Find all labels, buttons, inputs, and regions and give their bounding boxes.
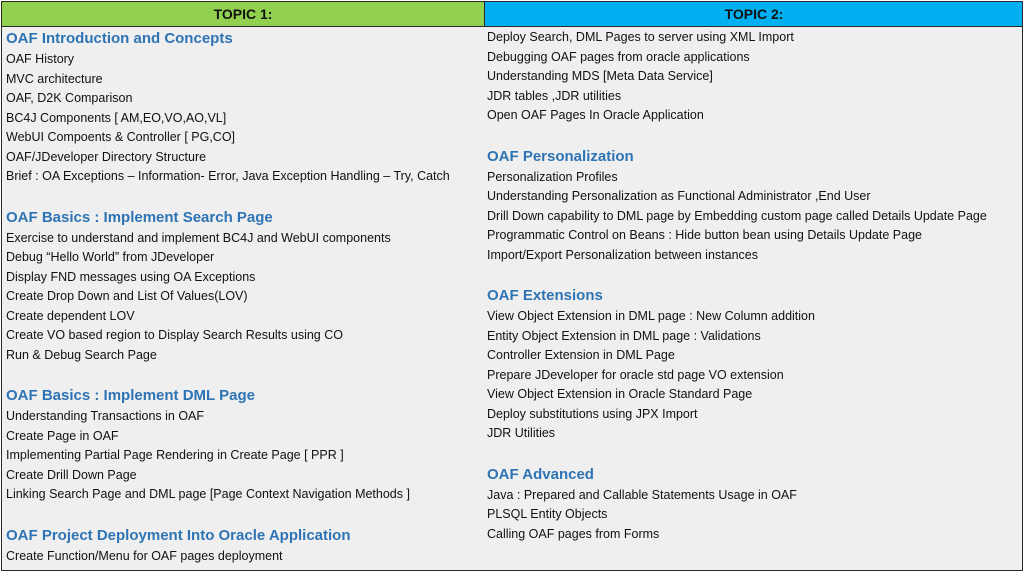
list-item: OAF History <box>6 52 75 66</box>
section-title: OAF Project Deployment Into Oracle Application <box>6 526 351 544</box>
list-item: Understanding Transactions in OAF <box>6 409 205 423</box>
list-item: Create Drop Down and List Of Values(LOV) <box>6 289 248 303</box>
list-item: Debug “Hello World” from JDeveloper <box>6 250 215 264</box>
topic2-header: TOPIC 2: <box>484 2 1023 27</box>
section-title: OAF Basics : Implement Search Page <box>6 208 273 226</box>
list-item: Controller Extension in DML Page <box>487 348 675 362</box>
list-item: Understanding MDS [Meta Data Service] <box>487 69 713 83</box>
list-item: Linking Search Page and DML page [Page Context Navigation Methods ] <box>6 487 410 501</box>
section-title: OAF Introduction and Concepts <box>6 30 233 47</box>
list-item: Entity Object Extension in DML page : Validations <box>487 328 761 343</box>
topic1-column <box>6 28 482 566</box>
course-outline-table <box>1 1 1023 571</box>
list-item: Personalization Profiles <box>487 169 618 184</box>
section-title: OAF Basics : Implement DML Page <box>6 387 255 404</box>
list-item: Deploy substitutions using JPX Import <box>487 406 698 421</box>
list-item: PLSQL Entity Objects <box>487 507 608 521</box>
list-item: WebUI Compoents & Controller [ PG,CO] <box>6 130 236 144</box>
section-title: OAF Personalization <box>487 147 634 165</box>
section-title: OAF Extensions <box>487 287 603 304</box>
list-item: Create Drill Down Page <box>6 467 137 482</box>
list-item: Implementing Partial Page Rendering in Create Page [ PPR ] <box>6 448 344 462</box>
list-item: Run & Debug Search Page <box>6 347 157 362</box>
list-item: View Object Extension in DML page : New Column addition <box>487 309 815 323</box>
list-item: Drill Down capability to DML page by Embedding custom page called Details Update Page <box>487 208 987 223</box>
spacer <box>6 187 482 207</box>
topic1-header: TOPIC 1: <box>2 2 484 27</box>
list-item: Deploy Search, DML Pages to server using XML Import <box>487 30 794 44</box>
list-item: JDR Utilities <box>487 426 556 440</box>
list-item: Create Function/Menu for OAF pages deployment <box>6 548 283 563</box>
list-item: Display FND messages using OA Exceptions <box>6 269 256 284</box>
spacer <box>6 505 482 525</box>
list-item: Open OAF Pages In Oracle Application <box>487 108 704 122</box>
list-item: View Object Extension in Oracle Standard Page <box>487 387 753 401</box>
list-item: Programmatic Control on Beans : Hide button bean using Details Update Page <box>487 228 922 242</box>
list-item: OAF, D2K Comparison <box>6 91 133 105</box>
list-item: Java : Prepared and Callable Statements Usage in OAF <box>487 487 797 502</box>
spacer <box>487 265 1019 285</box>
spacer <box>487 444 1019 464</box>
list-item: Exercise to understand and implement BC4J and WebUI components <box>6 230 391 245</box>
list-item: Import/Export Personalization between instances <box>487 247 758 262</box>
section-title: OAF Advanced <box>487 465 594 483</box>
list-item: Debugging OAF pages from oracle applications <box>487 49 750 64</box>
list-item: BC4J Components [ AM,EO,VO,AO,VL] <box>6 110 227 125</box>
list-item: Calling OAF pages from Forms <box>487 526 660 541</box>
list-item: Create dependent LOV <box>6 308 135 323</box>
topic2-column <box>487 28 1019 544</box>
list-item: Understanding Personalization as Functional Administrator ,End User <box>487 189 871 203</box>
spacer <box>487 126 1019 146</box>
list-item: Create Page in OAF <box>6 428 119 443</box>
list-item: Create VO based region to Display Search Results using CO <box>6 328 343 342</box>
list-item: OAF/JDeveloper Directory Structure <box>6 149 207 164</box>
spacer <box>6 365 482 385</box>
list-item: Brief : OA Exceptions – Information- Error, Java Exception Handling – Try, Catch <box>6 169 450 183</box>
list-item: Prepare JDeveloper for oracle std page VO extension <box>487 367 784 382</box>
list-item: JDR tables ,JDR utilities <box>487 88 622 103</box>
list-item: MVC architecture <box>6 71 103 86</box>
